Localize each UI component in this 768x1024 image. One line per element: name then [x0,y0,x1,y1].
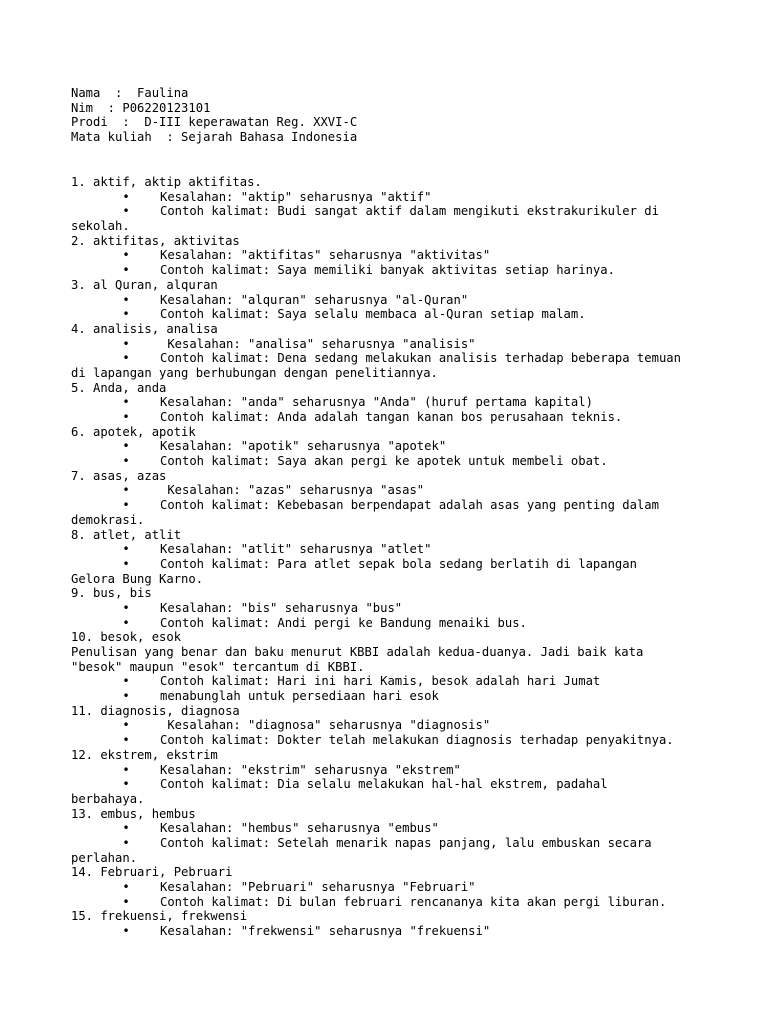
bullet-item [71,337,711,352]
bullet-text: Kesalahan: "frekwensi" seharusnya "frekuensi" [160,924,491,939]
bullet-text: Contoh kalimat: Dena sedang melakukan analisis terhadap beberapa temuan [160,351,681,366]
text-line: 5. Anda, anda [71,380,167,395]
bullet-icon: • [71,454,130,469]
bullet-text: Contoh kalimat: Hari ini hari Kamis, besok adalah hari Jumat [160,674,601,689]
text-line: 7. asas, azas [71,468,167,483]
text-line: 12. ekstrem, ekstrim [71,747,218,762]
bullet-item [71,498,711,513]
bullet-item [71,351,711,366]
text-line: 2. aktifitas, aktivitas [71,233,240,248]
nama-line: Nama : Faulina [71,86,189,100]
bullet-icon: • [71,835,130,850]
bullet-text: Contoh kalimat: Kebebasan berpendapat adalah asas yang penting dalam [160,498,659,513]
bullet-icon: • [71,351,130,366]
bullet-text: Kesalahan: "hembus" seharusnya "embus" [160,821,439,836]
bullet-item [71,763,711,778]
bullet-icon: • [71,924,130,939]
bullet-icon: • [71,483,130,498]
bullet-item [71,689,711,704]
bullet-text: Contoh kalimat: Para atlet sepak bola sedang berlatih di lapangan [160,556,637,571]
bullet-icon: • [71,498,130,513]
bullet-item [71,293,711,308]
bullet-item [71,439,711,454]
bullet-text: Kesalahan: "aktifitas" seharusnya "aktivitas" [160,248,491,263]
bullet-icon: • [71,718,130,733]
bullet-icon: • [71,307,130,322]
bullet-text: Contoh kalimat: Saya memiliki banyak aktivitas setiap harinya. [160,263,615,278]
bullet-item [71,204,711,219]
bullet-icon: • [71,263,130,278]
word-list [71,175,711,939]
bullet-text: Contoh kalimat: Andi pergi ke Bandung menaiki bus. [160,615,527,630]
bullet-item [71,733,711,748]
bullet-text: Kesalahan: "Pebruari" seharusnya "Februari" [160,880,476,894]
bullet-item [71,924,711,939]
text-line: 9. bus, bis [71,586,152,601]
bullet-text: Kesalahan: "analisa" seharusnya "analisis" [160,336,476,351]
text-line: 13. embus, hembus [71,806,196,821]
bullet-icon: • [71,556,130,571]
bullet-icon: • [71,894,130,909]
bullet-item [71,616,711,631]
student-info [71,86,357,145]
bullet-icon: • [71,292,130,307]
bullet-item [71,557,711,572]
bullet-item [71,821,711,836]
bullet-text: Contoh kalimat: Saya akan pergi ke apotek untuk membeli obat. [160,454,608,469]
text-line: sekolah. [71,219,130,234]
bullet-item [71,410,711,425]
mata-kuliah-line: Mata kuliah : Sejarah Bahasa Indonesia [71,130,358,145]
bullet-icon: • [71,248,130,263]
bullet-item [71,674,711,689]
bullet-text: Kesalahan: "aktip" seharusnya "aktif" [160,189,432,204]
bullet-item [71,895,711,910]
bullet-icon: • [71,410,130,424]
bullet-item [71,483,711,498]
text-line: "besok" maupun "esok" tercantum di KBBI. [71,659,365,674]
bullet-item [71,395,711,410]
bullet-icon: • [71,689,130,704]
bullet-item [71,190,711,205]
bullet-item [71,718,711,733]
bullet-icon: • [71,880,130,894]
bullet-text: Kesalahan: "diagnosa" seharusnya "diagnosis" [160,718,491,733]
text-line: Penulisan yang benar dan baku menurut KBBI adalah kedua-duanya. Jadi baik kata [71,645,644,659]
bullet-icon: • [71,615,130,630]
bullet-item [71,880,711,895]
text-line: perlahan. [71,850,138,865]
bullet-icon: • [71,674,130,689]
bullet-icon: • [71,733,130,748]
bullet-item [71,307,711,322]
prodi-line: Prodi : D-III keperawatan Reg. XXVI-C [71,115,358,130]
text-line: 1. aktif, aktip aktifitas. [71,175,262,189]
bullet-text: Kesalahan: "atlit" seharusnya "atlet" [160,542,432,557]
bullet-text: Contoh kalimat: Dia selalu melakukan hal-hal ekstrem, padahal [160,777,608,792]
text-line: 6. apotek, apotik [71,424,196,439]
bullet-text: Kesalahan: "azas" seharusnya "asas" [160,483,425,498]
text-line: demokrasi. [71,512,145,527]
bullet-item [71,601,711,616]
bullet-icon: • [71,762,130,777]
text-line: 4. analisis, analisa [71,321,218,336]
bullet-icon: • [71,542,130,557]
bullet-text: Contoh kalimat: Budi sangat aktif dalam mengikuti ekstrakurikuler di [160,204,659,219]
text-line: 8. atlet, atlit [71,527,182,542]
nim-line: Nim : P06220123101 [71,100,211,115]
bullet-text: Kesalahan: "alquran" seharusnya "al-Quran" [160,292,469,307]
bullet-text: Contoh kalimat: Di bulan februari rencananya kita akan pergi liburan. [160,894,667,909]
text-line: Gelora Bung Karno. [71,571,204,586]
bullet-text: Kesalahan: "bis" seharusnya "bus" [160,600,403,615]
text-line: 11. diagnosis, diagnosa [71,703,240,718]
bullet-icon: • [71,821,130,836]
bullet-text: menabunglah untuk persediaan hari esok [160,689,439,704]
bullet-item [71,263,711,278]
text-line: 15. frekuensi, frekwensi [71,909,248,924]
bullet-item [71,777,711,792]
bullet-text: Contoh kalimat: Saya selalu membaca al-Quran setiap malam. [160,307,586,322]
bullet-icon: • [71,395,130,410]
bullet-text: Kesalahan: "apotik" seharusnya "apotek" [160,439,447,454]
text-line: 14. Februari, Pebruari [71,865,233,880]
bullet-text: Kesalahan: "anda" seharusnya "Anda" (huruf pertama kapital) [160,395,593,410]
text-line: 10. besok, esok [71,630,182,645]
bullet-icon: • [71,777,130,792]
bullet-icon: • [71,189,130,204]
bullet-item [71,836,711,851]
bullet-text: Kesalahan: "ekstrim" seharusnya "ekstrem" [160,762,461,777]
bullet-icon: • [71,600,130,615]
bullet-icon: • [71,439,130,454]
bullet-item [71,454,711,469]
text-line: berbahaya. [71,791,145,806]
bullet-icon: • [71,204,130,219]
bullet-text: Contoh kalimat: Anda adalah tangan kanan bos perusahaan teknis. [160,410,623,424]
bullet-icon: • [71,336,130,351]
text-line: di lapangan yang berhubungan dengan penelitiannya. [71,365,438,380]
bullet-text: Contoh kalimat: Setelah menarik napas panjang, lalu embuskan secara [160,835,652,850]
bullet-item [71,542,711,557]
bullet-text: Contoh kalimat: Dokter telah melakukan diagnosis terhadap penyakitnya. [160,733,674,748]
bullet-item [71,248,711,263]
text-line: 3. al Quran, alquran [71,277,218,292]
